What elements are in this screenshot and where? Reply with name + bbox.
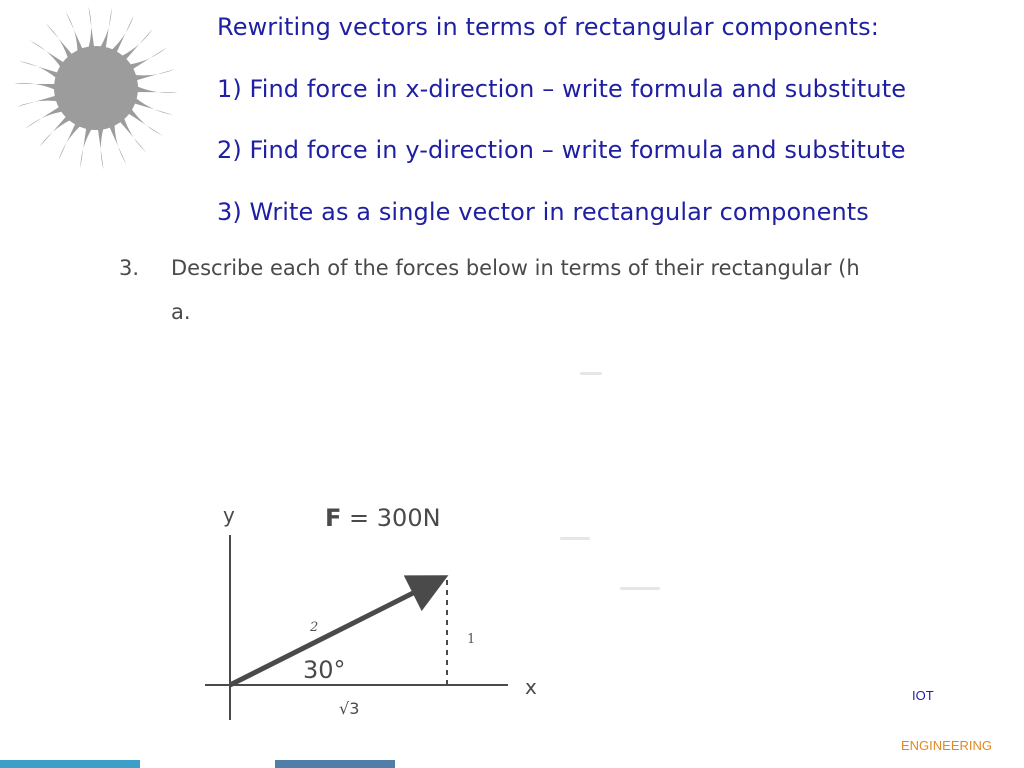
y-axis-label: y [223, 503, 235, 527]
iot-label: IOT [912, 688, 934, 703]
steps-heading: Rewriting vectors in terms of rectangular components: [217, 13, 879, 41]
question-number: 3. [119, 256, 140, 280]
x-axis-label: x [525, 675, 537, 699]
question-part-a: a. [171, 300, 191, 324]
hypotenuse-mark: 2 [310, 620, 319, 635]
step-3: 3) Write as a single vector in rectangular components [217, 197, 869, 226]
step-2: 2) Find force in y-direction – write formula and substitute [217, 136, 906, 164]
scan-smudge [560, 537, 590, 540]
force-diagram [195, 495, 555, 725]
engineering-label: ENGINEERING [901, 738, 993, 753]
sunburst-logo [6, 4, 186, 172]
instruction-steps [217, 8, 1017, 254]
bottom-strip [0, 760, 1024, 768]
bottom-strip-segment [0, 760, 140, 768]
opposite-side-mark: 1 [467, 632, 476, 647]
question-text: Describe each of the forces below in terms of their rectangular (h [171, 256, 860, 280]
scan-smudge [620, 587, 660, 590]
bottom-strip-segment [275, 760, 395, 768]
scan-smudge [580, 372, 602, 375]
adjacent-side-mark: √3 [339, 699, 360, 718]
step-1: 1) Find force in x-direction – write formula and substitute [217, 74, 907, 103]
angle-label: 30° [303, 656, 346, 684]
force-label: F = 300N [325, 504, 441, 532]
